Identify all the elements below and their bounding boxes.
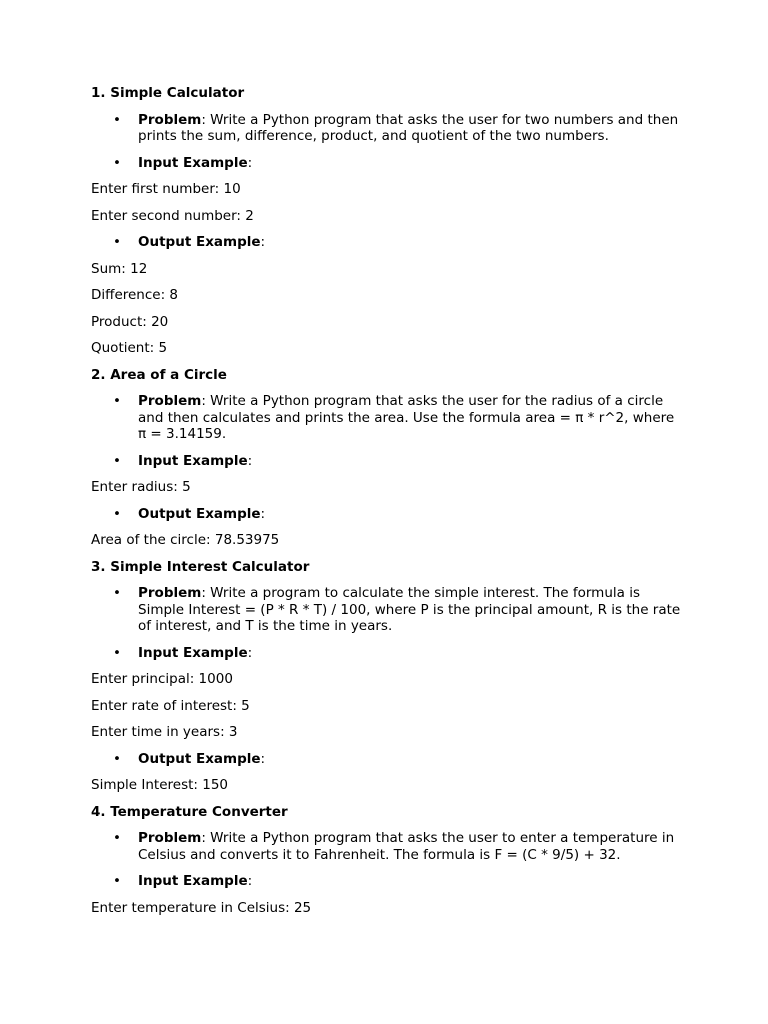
problem-text: : Write a program to calculate the simple interest. The formula is Simple Interest = (P * R * T) / 100, where P is the principal amount, R is the rate of interest, and T is the time in years. xyxy=(138,585,681,634)
input-label: Input Example xyxy=(138,644,248,661)
problem-text: : Write a Python program that asks the user to enter a temperature in Celsius and converts it to Fahrenheit. The formula is F = (C * 9/5) + 32. xyxy=(138,830,675,863)
output-suffix: : xyxy=(260,505,266,522)
bullet-list xyxy=(91,506,681,523)
example-line: Simple Interest: 150 xyxy=(91,777,229,793)
output-suffix: : xyxy=(260,234,266,250)
example-line: Enter radius: 5 xyxy=(91,479,191,495)
example-line: Enter principal: 1000 xyxy=(91,671,233,687)
example-line: Sum: 12 xyxy=(91,260,148,277)
section-heading: 4. Temperature Converter xyxy=(91,803,288,820)
problem-bullet xyxy=(91,112,681,145)
section-heading: 2. Area of a Circle xyxy=(91,366,227,383)
input-bullet xyxy=(91,873,681,890)
bullet-list xyxy=(91,585,681,635)
bullet-list xyxy=(91,453,681,470)
input-bullet xyxy=(91,155,681,172)
example-line: Area of the circle: 78.53975 xyxy=(91,532,280,548)
output-label: Output Example xyxy=(138,505,261,522)
input-suffix: : xyxy=(247,644,253,661)
example-line: Enter first number: 10 xyxy=(91,181,241,197)
section-temperature-converter xyxy=(91,804,681,917)
input-suffix: : xyxy=(247,154,253,171)
problem-bullet xyxy=(91,585,681,635)
problem-text: : Write a Python program that asks the user for two numbers and then prints the sum, difference, product, and quotient of the two numbers. xyxy=(138,111,679,144)
input-bullet xyxy=(91,645,681,662)
section-heading: 1. Simple Calculator xyxy=(91,85,245,101)
output-bullet xyxy=(91,234,681,251)
output-bullet xyxy=(91,506,681,523)
example-line: Enter rate of interest: 5 xyxy=(91,697,250,714)
document-page xyxy=(91,85,681,926)
input-label: Input Example xyxy=(138,154,248,171)
problem-text: : Write a Python program that asks the user for the radius of a circle and then calculates and prints the area. Use the formula area = π * r^2, where π = 3.14159. xyxy=(138,393,675,442)
input-label: Input Example xyxy=(138,452,248,469)
problem-label: Problem xyxy=(138,585,202,601)
section-simple-calculator xyxy=(91,85,681,357)
bullet-list xyxy=(91,873,681,890)
bullet-list xyxy=(91,830,681,863)
problem-label: Problem xyxy=(138,111,202,128)
input-suffix: : xyxy=(247,873,253,889)
input-bullet xyxy=(91,453,681,470)
problem-label: Problem xyxy=(138,830,202,846)
problem-bullet xyxy=(91,393,681,443)
example-line: Quotient: 5 xyxy=(91,340,168,356)
bullet-list xyxy=(91,112,681,145)
section-simple-interest xyxy=(91,559,681,794)
example-line: Enter time in years: 3 xyxy=(91,724,238,740)
example-line: Enter temperature in Celsius: 25 xyxy=(91,899,312,916)
output-suffix: : xyxy=(260,750,266,767)
input-suffix: : xyxy=(247,452,253,469)
output-bullet xyxy=(91,751,681,768)
bullet-list xyxy=(91,234,681,251)
problem-label: Problem xyxy=(138,393,202,409)
example-line: Difference: 8 xyxy=(91,287,179,303)
example-line: Enter second number: 2 xyxy=(91,207,254,224)
bullet-list xyxy=(91,751,681,768)
input-label: Input Example xyxy=(138,873,248,889)
output-label: Output Example xyxy=(138,750,261,767)
example-line: Product: 20 xyxy=(91,313,169,330)
section-area-of-circle xyxy=(91,367,681,549)
bullet-list xyxy=(91,155,681,172)
output-label: Output Example xyxy=(138,234,261,250)
problem-bullet xyxy=(91,830,681,863)
bullet-list xyxy=(91,645,681,662)
section-heading: 3. Simple Interest Calculator xyxy=(91,558,310,575)
bullet-list xyxy=(91,393,681,443)
